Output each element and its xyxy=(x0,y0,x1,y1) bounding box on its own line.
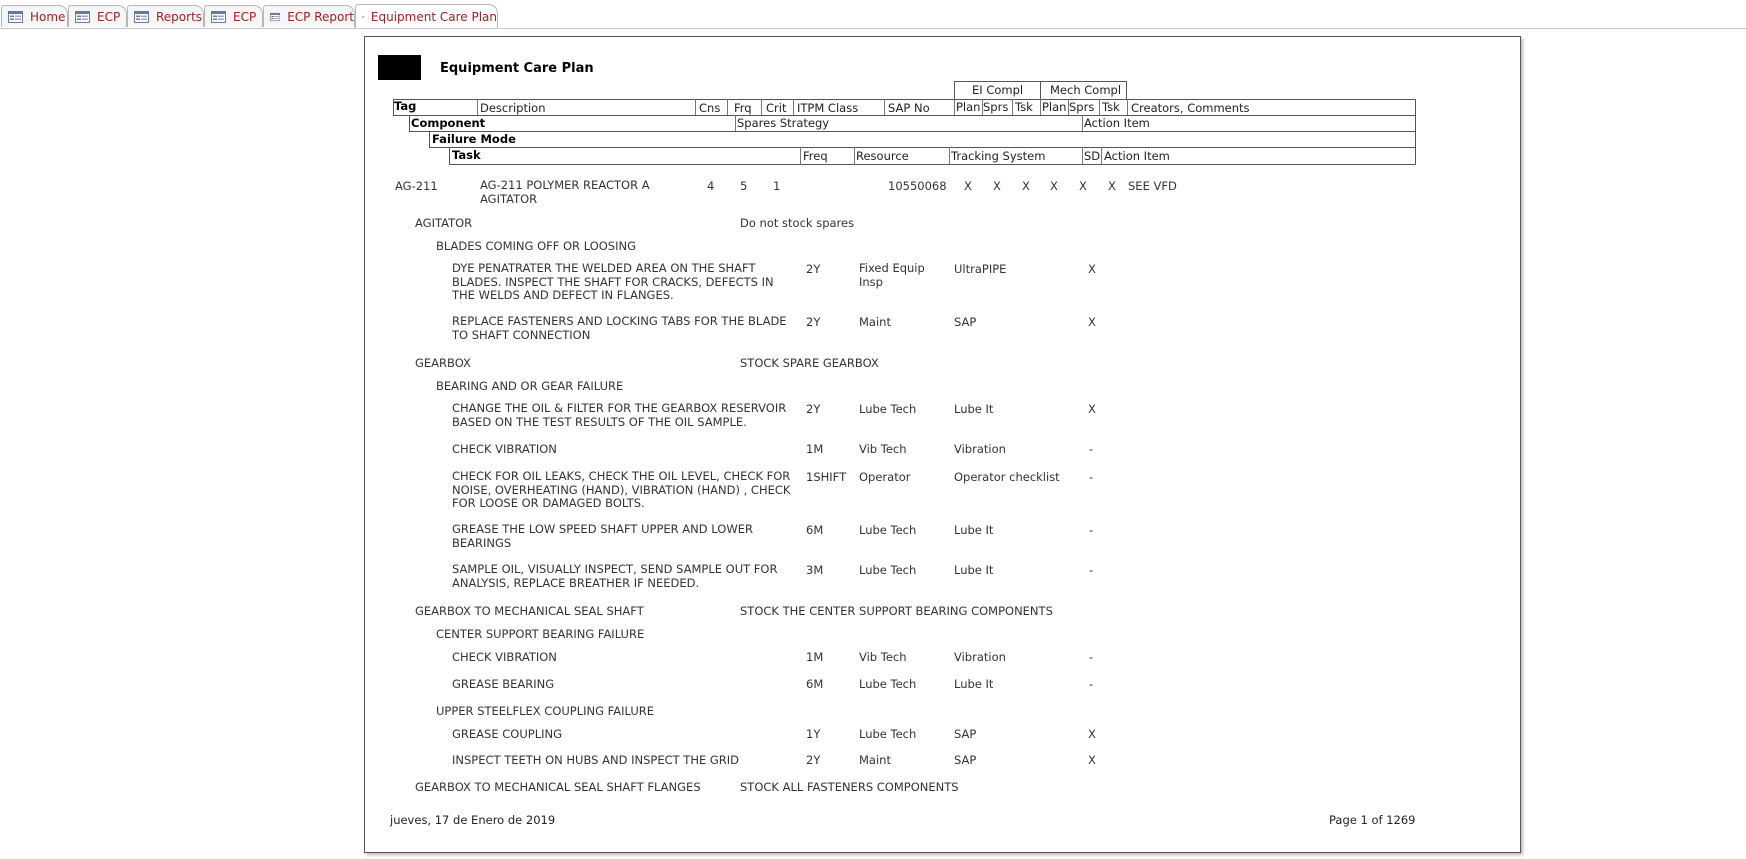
tab-ecp-2[interactable] xyxy=(204,5,263,27)
equipment-crit: 1 xyxy=(773,179,781,193)
component-name: GEARBOX TO MECHANICAL SEAL SHAFT xyxy=(415,604,644,618)
page-number: Page 1 of 1269 xyxy=(1329,813,1416,827)
component-spares: STOCK THE CENTER SUPPORT BEARING COMPONENTS xyxy=(740,604,1053,618)
component-spares: Do not stock spares xyxy=(740,216,855,230)
task-sd: X xyxy=(1088,315,1096,329)
header-description: Description xyxy=(480,101,546,115)
mech-sprs-mark: X xyxy=(1079,179,1087,193)
header-itpm-class: ITPM Class xyxy=(797,101,859,115)
task-sd: X xyxy=(1088,753,1096,767)
task-resource: Lube Tech xyxy=(859,677,917,691)
header-mech-plan: Plan xyxy=(1042,100,1067,114)
tab-reports[interactable] xyxy=(127,5,204,27)
task-freq: 2Y xyxy=(806,315,821,329)
equipment-comments: SEE VFD xyxy=(1128,179,1177,193)
header-ei-plan: Plan xyxy=(956,100,981,114)
task-description: CHANGE THE OIL & FILTER FOR THE GEARBOX RESERVOIR BASED ON THE TEST RESULTS OF THE OIL SAMPLE. xyxy=(452,401,787,429)
task-description: SAMPLE OIL, VISUALLY INSPECT, SEND SAMPLE OUT FOR ANALYSIS, REPLACE BREATHER IF NEEDED. xyxy=(452,562,778,590)
task-freq: 3M xyxy=(806,563,824,577)
task-sd: X xyxy=(1088,727,1096,741)
tab-ecp[interactable] xyxy=(68,5,127,27)
header-crit: Crit xyxy=(766,101,787,115)
task-resource: Vib Tech xyxy=(859,442,907,456)
task-resource: Maint xyxy=(859,753,891,767)
form-icon xyxy=(75,11,90,23)
task-sd: X xyxy=(1088,262,1096,276)
task-description: GREASE COUPLING xyxy=(452,727,563,741)
task-resource: Lube Tech xyxy=(859,563,917,577)
equipment-cns: 4 xyxy=(707,179,715,193)
tab-ecp-report[interactable] xyxy=(263,5,355,27)
component-spares: STOCK SPARE GEARBOX xyxy=(740,356,879,370)
header-frq: Frq xyxy=(734,101,752,115)
mech-plan-mark: X xyxy=(1050,179,1058,193)
task-sd: - xyxy=(1089,563,1094,577)
header-component: Component xyxy=(411,116,486,130)
task-sd: - xyxy=(1089,442,1094,456)
header-sd: SD xyxy=(1084,149,1101,163)
tab-label: Reports xyxy=(156,9,203,24)
header-resource: Resource xyxy=(856,149,909,163)
header-ei-sprs: Sprs xyxy=(983,100,1009,114)
header-failure-mode: Failure Mode xyxy=(432,132,516,146)
ei-sprs-mark: X xyxy=(993,179,1001,193)
task-description: CHECK VIBRATION xyxy=(452,650,557,664)
form-icon xyxy=(211,11,226,23)
header-spares-strategy: Spares Strategy xyxy=(737,116,830,130)
task-freq: 2Y xyxy=(806,753,821,767)
header-tag: Tag xyxy=(394,99,417,113)
header-mech-compl: Mech Compl xyxy=(1050,83,1122,97)
task-resource: Operator xyxy=(859,470,911,484)
component-name: GEARBOX xyxy=(415,356,471,370)
report-date: jueves, 17 de Enero de 2019 xyxy=(390,813,556,827)
tab-label: ECP Report xyxy=(287,9,354,24)
task-tracking: Lube It xyxy=(954,402,994,416)
task-resource: Maint xyxy=(859,315,891,329)
task-sd: X xyxy=(1088,402,1096,416)
header-action-item: Action Item xyxy=(1084,116,1150,130)
task-tracking: SAP xyxy=(954,315,977,329)
component-name: GEARBOX TO MECHANICAL SEAL SHAFT FLANGES xyxy=(415,780,701,794)
failure-mode: UPPER STEELFLEX COUPLING FAILURE xyxy=(436,704,655,718)
task-freq: 1Y xyxy=(806,727,821,741)
task-freq: 6M xyxy=(806,677,824,691)
tab-label: ECP xyxy=(97,9,121,24)
task-sd: - xyxy=(1089,650,1094,664)
report-icon xyxy=(362,11,364,23)
component-name: AGITATOR xyxy=(415,216,473,230)
header-sap-no: SAP No xyxy=(888,101,930,115)
task-sd: - xyxy=(1089,677,1094,691)
header-freq: Freq xyxy=(803,149,828,163)
document-tab-bar xyxy=(0,0,1746,29)
header-cns: Cns xyxy=(699,101,721,115)
mech-tsk-mark: X xyxy=(1108,179,1116,193)
task-resource: Lube Tech xyxy=(859,727,917,741)
task-tracking: SAP xyxy=(954,753,977,767)
task-description: CHECK VIBRATION xyxy=(452,442,557,456)
tab-home[interactable] xyxy=(1,5,68,27)
header-tracking-system: Tracking System xyxy=(951,149,1046,163)
equipment-description: AG-211 POLYMER REACTOR A AGITATOR xyxy=(480,178,650,206)
tab-equipment-care-plan[interactable] xyxy=(355,4,498,28)
report-title: Equipment Care Plan xyxy=(440,61,594,76)
failure-mode: BEARING AND OR GEAR FAILURE xyxy=(436,379,624,393)
task-freq: 2Y xyxy=(806,262,821,276)
task-resource: Fixed Equip Insp xyxy=(859,261,925,289)
failure-mode: CENTER SUPPORT BEARING FAILURE xyxy=(436,627,645,641)
ei-tsk-mark: X xyxy=(1022,179,1030,193)
task-freq: 6M xyxy=(806,523,824,537)
form-icon xyxy=(270,11,280,23)
task-tracking: Lube It xyxy=(954,677,994,691)
task-resource: Lube Tech xyxy=(859,402,917,416)
task-tracking: Lube It xyxy=(954,563,994,577)
task-freq: 1M xyxy=(806,650,824,664)
ei-plan-mark: X xyxy=(964,179,972,193)
task-freq: 2Y xyxy=(806,402,821,416)
task-description: DYE PENATRATER THE WELDED AREA ON THE SHAFT BLADES. INSPECT THE SHAFT FOR CRACKS, DEFECTS IN THE WELDS AND DEFECT IN FLANGES. xyxy=(452,261,774,302)
equipment-sap-no: 10550068 xyxy=(888,179,947,193)
equipment-frq: 5 xyxy=(740,179,748,193)
task-sd: - xyxy=(1089,470,1094,484)
header-mech-sprs: Sprs xyxy=(1069,100,1095,114)
task-tracking: Vibration xyxy=(954,650,1006,664)
task-tracking: Vibration xyxy=(954,442,1006,456)
form-icon xyxy=(8,11,23,23)
header-ei-tsk: Tsk xyxy=(1015,100,1033,114)
task-tracking: UltraPIPE xyxy=(954,262,1007,276)
task-resource: Lube Tech xyxy=(859,523,917,537)
task-description: GREASE BEARING xyxy=(452,677,555,691)
equipment-tag: AG-211 xyxy=(395,179,438,193)
task-description: GREASE THE LOW SPEED SHAFT UPPER AND LOWER BEARINGS xyxy=(452,522,753,550)
failure-mode: BLADES COMING OFF OR LOOSING xyxy=(436,239,637,253)
task-description: REPLACE FASTENERS AND LOCKING TABS FOR THE BLADE TO SHAFT CONNECTION xyxy=(452,314,787,342)
task-freq: 1M xyxy=(806,442,824,456)
header-mech-tsk: Tsk xyxy=(1102,100,1120,114)
task-freq: 1SHIFT xyxy=(806,470,847,484)
task-tracking: SAP xyxy=(954,727,977,741)
task-resource: Vib Tech xyxy=(859,650,907,664)
header-ei-compl: EI Compl xyxy=(972,83,1024,97)
header-task: Task xyxy=(452,148,481,162)
header-creators-comments: Creators, Comments xyxy=(1131,101,1250,115)
form-icon xyxy=(134,11,149,23)
tab-label: Equipment Care Plan xyxy=(370,9,497,24)
header-action-item-task: Action Item xyxy=(1104,149,1170,163)
task-sd: - xyxy=(1089,523,1094,537)
task-tracking: Operator checklist xyxy=(954,470,1060,484)
tab-label: ECP xyxy=(233,9,257,24)
task-description: INSPECT TEETH ON HUBS AND INSPECT THE GRID xyxy=(452,753,740,767)
task-description: CHECK FOR OIL LEAKS, CHECK THE OIL LEVEL, CHECK FOR NOISE, OVERHEATING (HAND), VIBRATION (HAND) , CHECK FOR LOOSE OR DAMAGED BOLTS. xyxy=(452,469,791,510)
tab-label: Home xyxy=(30,9,66,24)
task-tracking: Lube It xyxy=(954,523,994,537)
company-logo xyxy=(378,55,421,80)
component-spares: STOCK ALL FASTENERS COMPONENTS xyxy=(740,780,959,794)
